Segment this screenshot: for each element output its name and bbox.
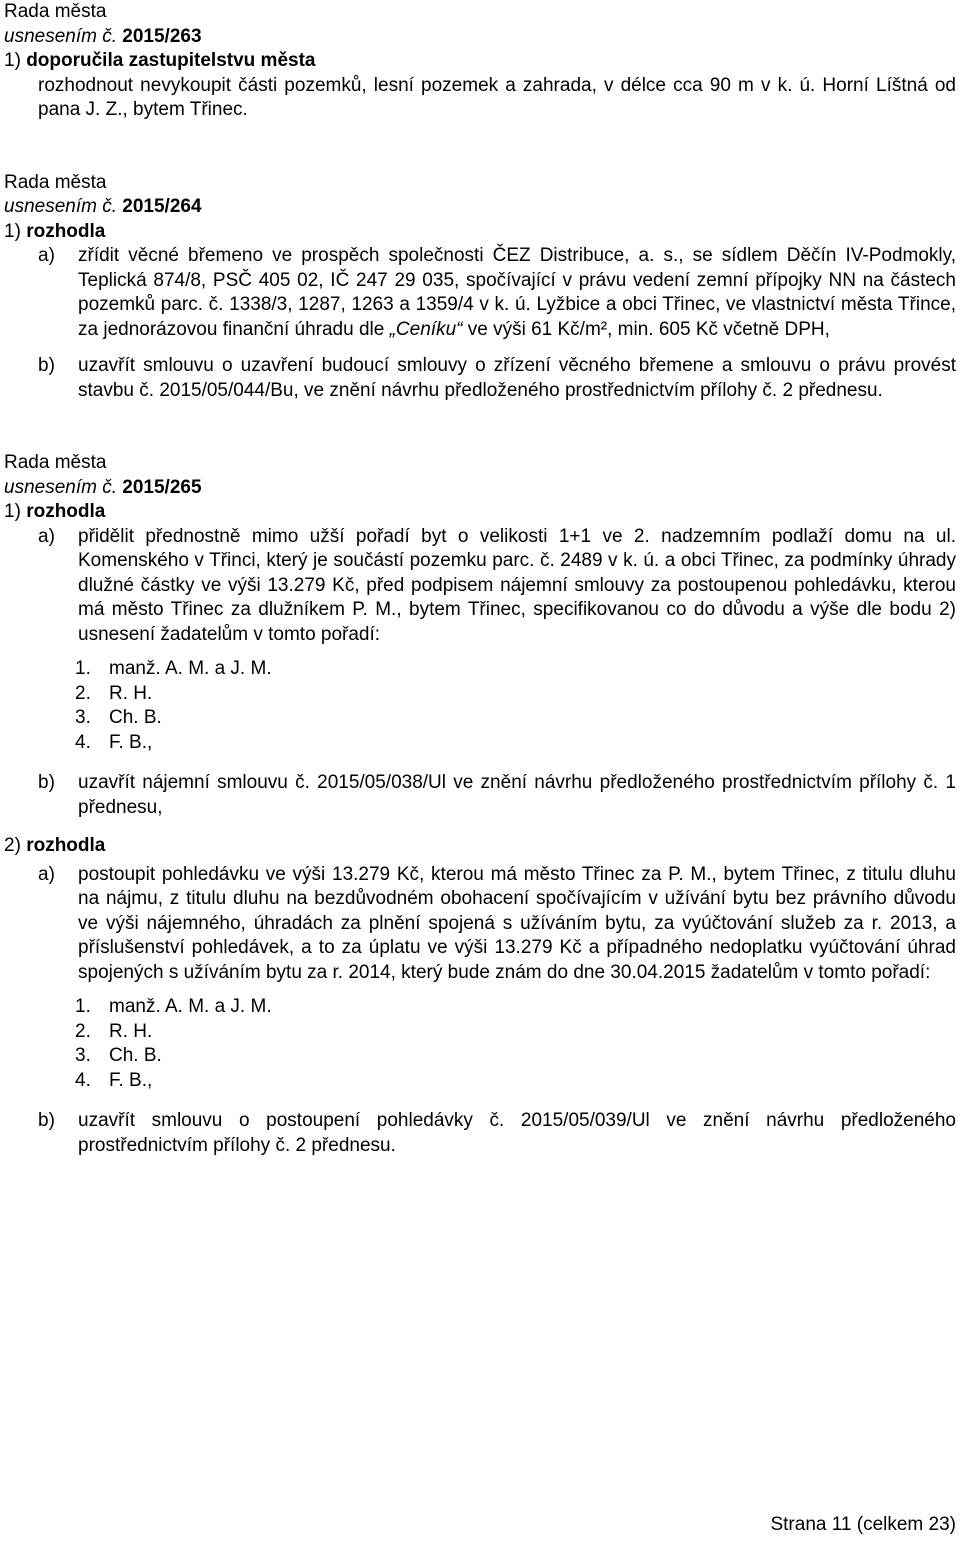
subpoint-b	[38, 771, 956, 820]
applicant-list	[75, 657, 956, 755]
subpoint-label: a)	[38, 525, 55, 547]
subpoint-text-part: ve výši 61 Kč/m², min. 605 Kč včetně DPH,	[462, 318, 830, 340]
list-item-number: 1.	[75, 658, 91, 679]
point-heading	[4, 49, 956, 74]
list-item	[75, 706, 956, 731]
subpoint-a	[38, 525, 956, 648]
resolution-label: usnesením č.	[4, 476, 117, 498]
list-item-text: manž. A. M. a J. M.	[109, 658, 272, 679]
subpoint-label: a)	[38, 863, 55, 885]
list-item-number: 1.	[75, 996, 91, 1017]
subpoint-label: b)	[38, 1110, 55, 1131]
list-item-number: 2.	[75, 1020, 91, 1042]
list-item	[75, 657, 956, 682]
applicant-list	[75, 995, 956, 1093]
subpoint-label: b)	[38, 355, 55, 376]
list-item-number: 4.	[75, 1069, 91, 1091]
list-item-number: 2.	[75, 682, 91, 704]
resolution-id: 2015/265	[122, 476, 202, 498]
point-title: rozhodla	[26, 220, 106, 242]
document-page	[4, 0, 956, 1158]
list-item	[75, 1069, 956, 1094]
list-item	[75, 1044, 956, 1069]
resolution-label: usnesením č.	[4, 196, 117, 217]
subpoint-text: postoupit pohledávku ve výši 13.279 Kč, kterou má město Třinec za P. M., bytem Třinec, z titulu dluhu na nájmu, z titulu dluhu na bezdůvodném obohacení spočívajícím v užívání bytu bez právního důvodu ve výši nájemného, úhradách za plnění spojená s užíváním bytu, za vyúčtování služeb za r. 2013, a příslušenství pohledávek, a to za úplatu ve výši 13.279 Kč a případného nedoplatku vyúčtování úhrad spojených s užíváním bytu za r. 2014, který bude znám do dne 30.04.2015 žadatelům v tomto pořadí:	[78, 863, 956, 983]
subpoint-text: uzavřít smlouvu o uzavření budoucí smlouvy o zřízení věcného břemene a smlouvu o právu provést stavbu č. 2015/05/044/Bu, ve znění návrhu předloženého prostřednictvím přílohy č. 2 přednesu.	[78, 355, 956, 401]
subpoint-a	[38, 244, 956, 342]
subpoint-text: uzavřít smlouvu o postoupení pohledávky č. 2015/05/039/Ul ve znění návrhu předloženého prostřednictvím přílohy č. 2 přednesu.	[78, 1110, 956, 1156]
council-heading: Rada města	[4, 452, 107, 473]
page-number-footer: Strana 11 (celkem 23)	[770, 1514, 956, 1535]
resolution-2015-265	[4, 451, 956, 1158]
subpoint-text	[78, 244, 956, 342]
subpoint-b	[38, 354, 956, 403]
list-item-number: 3.	[75, 707, 91, 728]
list-item-number: 3.	[75, 1045, 91, 1066]
resolution-id: 2015/263	[122, 25, 202, 47]
subpoint-text: přidělit přednostně mimo užší pořadí byt o velikosti 1+1 ve 2. nadzemním podlaží domu na ul. Komenského v Třinci, který je součástí pozemku parc. č. 2489 v k. ú. a obci Třinec, za podmínky úhrady dlužné částky ve výši 13.279 Kč, před podpisem nájemní smlouvy za postoupenou pohledávku, kterou má město Třinec za dlužníkem P. M., bytem Třinec, specifikovanou co do důvodu a výše dle bodu 2) usnesení žadatelům v tomto pořadí:	[78, 525, 956, 645]
resolution-2015-263	[4, 0, 956, 123]
resolution-number	[4, 25, 956, 50]
list-item-text: manž. A. M. a J. M.	[109, 996, 272, 1017]
subpoint-text: uzavřít nájemní smlouvu č. 2015/05/038/Ul ve znění návrhu předloženého prostřednictvím přílohy č. 1 přednesu,	[78, 772, 956, 818]
point-text: rozhodnout nevykoupit části pozemků, lesní pozemek a zahrada, v délce cca 90 m v k. ú. Horní Líštná od pana J. Z., bytem Třinec.	[38, 74, 956, 120]
resolution-2015-264	[4, 171, 956, 404]
resolution-number	[4, 195, 956, 220]
resolution-number	[4, 476, 956, 501]
point-number: 1)	[4, 501, 21, 522]
subpoint-a	[38, 863, 956, 986]
list-item	[75, 731, 956, 756]
council-heading: Rada města	[4, 171, 107, 193]
point-title: rozhodla	[26, 501, 106, 522]
list-item	[75, 1020, 956, 1045]
list-item-text: Ch. B.	[109, 707, 162, 728]
list-item-text: F. B.,	[109, 731, 153, 753]
council-heading: Rada města	[4, 1, 107, 22]
point-heading	[4, 220, 956, 245]
list-item	[75, 995, 956, 1020]
subpoint-b	[38, 1109, 956, 1158]
list-item-text: F. B.,	[109, 1069, 153, 1091]
resolution-label: usnesením č.	[4, 25, 117, 47]
point-heading	[4, 834, 956, 859]
point-title: rozhodla	[26, 835, 106, 856]
point-heading	[4, 500, 956, 525]
list-item-text: R. H.	[109, 682, 153, 704]
subpoint-text-part: zřídit věcné břemeno ve prospěch společnosti ČEZ Distribuce, a. s., se sídlem Děčín IV-Podmokly, Teplická 874/8, PSČ 405 02, IČ 247 29 035, spočívající v právu vedení zemní přípojky NN na částech pozemků parc. č. 1338/3, 1287, 1263 a 1359/4 v k. ú. Lyžbice a obci Třinec, ve vlastnictví města Třince, za jednorázovou finanční úhradu dle	[78, 245, 956, 340]
point-title: doporučila zastupitelstvu města	[26, 50, 316, 71]
subpoint-label: b)	[38, 772, 55, 793]
point-number: 1)	[4, 220, 21, 242]
list-item-number: 4.	[75, 731, 91, 753]
price-list-reference: „Ceníku“	[389, 318, 463, 340]
list-item-text: R. H.	[109, 1020, 153, 1042]
point-number: 1)	[4, 50, 21, 71]
subpoint-label: a)	[38, 245, 55, 266]
list-item	[75, 682, 956, 707]
resolution-id: 2015/264	[122, 196, 202, 217]
list-item-text: Ch. B.	[109, 1045, 162, 1066]
point-number: 2)	[4, 835, 21, 856]
